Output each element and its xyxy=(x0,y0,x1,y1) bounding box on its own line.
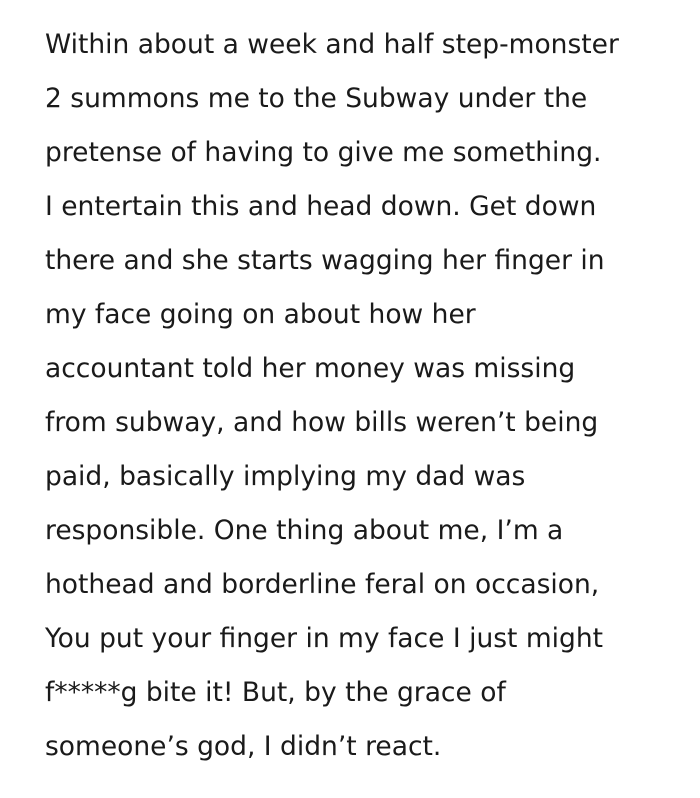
paragraph-line-2: 2 summons me to the Subway under the xyxy=(45,83,588,114)
paragraph-line-7: accountant told her money was missing xyxy=(45,353,576,384)
paragraph-line-6: my face going on about how her xyxy=(45,299,476,330)
paragraph-line-1: Within about a week and half step-monster xyxy=(45,29,619,60)
paragraph-line-4: I entertain this and head down. Get down xyxy=(45,191,597,222)
paragraph-line-3: pretense of having to give me something. xyxy=(45,137,602,168)
paragraph-line-12: You put your finger in my face I just might xyxy=(45,623,604,654)
paragraph-line-14: someone’s god, I didn’t react. xyxy=(45,731,442,762)
paragraph-line-13: f*****g bite it! But, by the grace of xyxy=(45,677,506,708)
paragraph-line-11: hothead and borderline feral on occasion, xyxy=(45,569,600,600)
paragraph-line-10: responsible. One thing about me, I’m a xyxy=(45,515,564,546)
paragraph-line-8: from subway, and how bills weren’t being xyxy=(45,407,599,438)
paragraph-line-5: there and she starts wagging her finger in xyxy=(45,245,605,276)
paragraph-line-9: paid, basically implying my dad was xyxy=(45,461,526,492)
story-paragraph xyxy=(45,18,695,774)
